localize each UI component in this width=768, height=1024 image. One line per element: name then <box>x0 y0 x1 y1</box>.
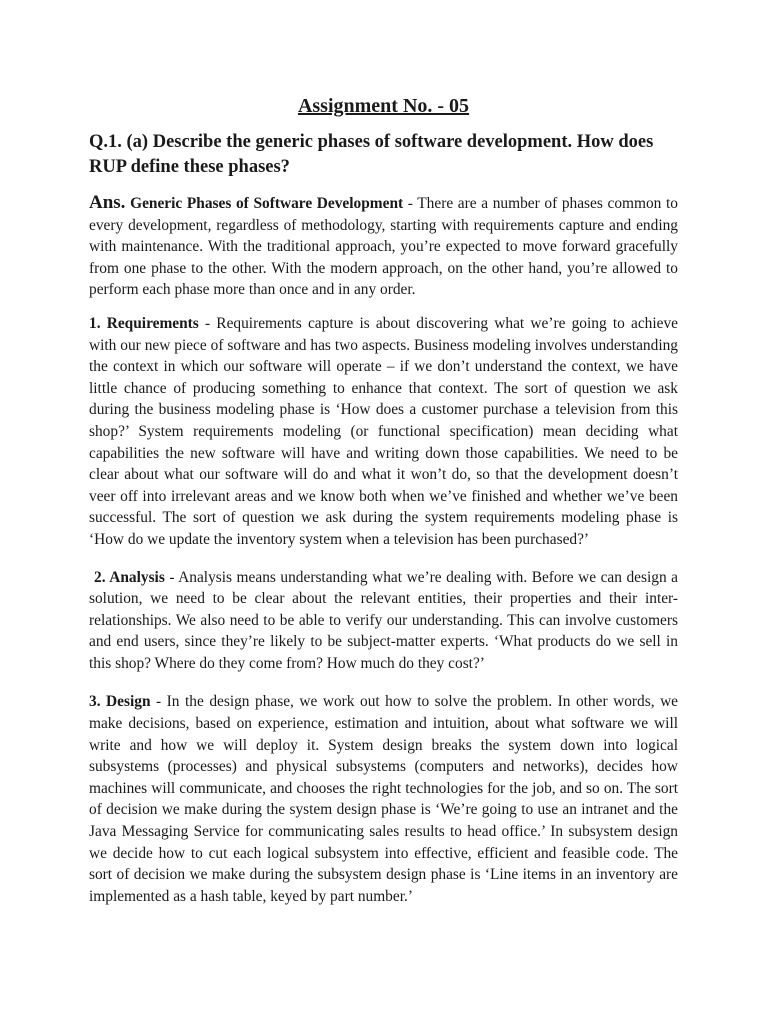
analysis-text: - Analysis means understanding what we’re dealing with. Before we can design a solution, we need to be clear about the relevant entities, their properties and their inter-relationships. We also need to be able to verify our understanding. This can involve customers and end users, since they’re likely to be subject-matter experts. ‘What products do we sell in this shop? Where do they come from? How much do they cost?’ <box>89 568 678 672</box>
analysis-heading: 2. Analysis <box>94 568 165 586</box>
analysis-paragraph <box>89 567 678 675</box>
design-text: - In the design phase, we work out how to solve the problem. In other words, we make decisions, based on experience, estimation and intuition, about what software we will write and how we will deploy it. System design breaks the system down into logical subsystems (processes) and physical subsystems (computers and networks), decides how machines will communicate, and chooses the right technologies for the job, and so on. The sort of decision we make during the system design phase is ‘We’re going to use an intranet and the Java Messaging Service for communicating sales results to head office.’ In subsystem design we decide how to cut each logical subsystem into effective, efficient and feasible code. The sort of decision we make during the subsystem design phase is ‘Line items in an inventory are implemented as a hash table, keyed by part number.’ <box>89 693 679 905</box>
requirements-paragraph <box>89 313 678 551</box>
answer-paragraph <box>89 192 678 301</box>
answer-label: Ans. <box>89 192 126 213</box>
requirements-text: - Requirements capture is about discovering what we’re going to achieve with our new piece of software and has two aspects. Business modeling involves understanding the context in which our software will operate – if we don’t understand the context, we have little chance of producing something to enhance that context. The sort of question we ask during the business modeling phase is ‘How does a customer purchase a television from this shop?’ System requirements modeling (or functional specification) mean deciding what capabilities the new software will have and writing down those capabilities. We need to be clear about what our software will do and what it won’t do, so that the development doesn’t veer off into irrelevant areas and we know both when we’ve finished and whether we’ve been successful. The sort of question we ask during the system requirements modeling phase is ‘How do we update the inventory system when a television has been purchased?’ <box>89 314 678 548</box>
requirements-heading: 1. Requirements <box>89 314 199 332</box>
question-heading: Q.1. (a) Describe the generic phases of software development. How does RUP define these phases? <box>89 132 654 177</box>
design-paragraph <box>89 691 678 907</box>
answer-text: - There are a number of phases common to every development, regardless of methodology, starting with requirements capture and ending with maintenance. With the traditional approach, you’re expected to move forward gracefully from one phase to the other. With the modern approach, on the other hand, you’re allowed to perform each phase more than once and in any order. <box>89 195 678 299</box>
document-page <box>89 92 678 907</box>
design-heading: 3. Design <box>89 693 151 711</box>
assignment-title: Assignment No. - 05 <box>297 95 470 117</box>
answer-heading: Generic Phases of Software Development <box>130 195 404 212</box>
